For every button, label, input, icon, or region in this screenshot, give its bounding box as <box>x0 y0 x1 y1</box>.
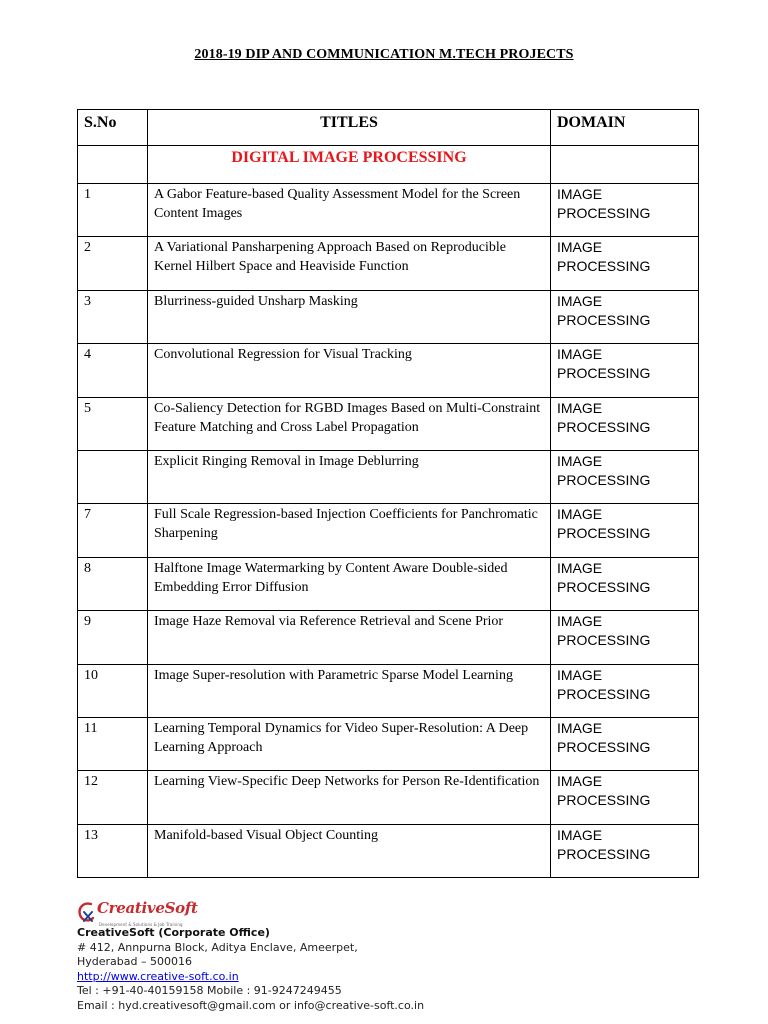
table-row <box>78 344 699 397</box>
section-sno-cell <box>78 146 148 184</box>
office-name: CreativeSoft (Corporate Office) <box>77 926 270 939</box>
section-title: DIGITAL IMAGE PROCESSING <box>148 146 551 184</box>
domain-cell: IMAGE PROCESSING <box>551 557 699 610</box>
domain-cell: IMAGE PROCESSING <box>551 397 699 450</box>
table-header-row <box>78 110 699 146</box>
domain-cell: IMAGE PROCESSING <box>551 664 699 717</box>
domain-cell: IMAGE PROCESSING <box>551 344 699 397</box>
logo-mark-icon <box>77 900 97 924</box>
domain-cell: IMAGE PROCESSING <box>551 184 699 237</box>
table-row <box>78 397 699 450</box>
domain-cell: IMAGE PROCESSING <box>551 771 699 824</box>
title-cell: Co-Saliency Detection for RGBD Images Based on Multi-Constraint Feature Matching and Cross Label Propagation <box>148 397 551 450</box>
domain-cell: IMAGE PROCESSING <box>551 824 699 877</box>
title-cell: Explicit Ringing Removal in Image Deblurring <box>148 450 551 503</box>
sno-cell: 13 <box>78 824 148 877</box>
address-line-1: # 412, Annpurna Block, Aditya Enclave, Ameerpet, <box>77 940 358 954</box>
section-domain-cell <box>551 146 699 184</box>
table-row <box>78 611 699 664</box>
domain-cell: IMAGE PROCESSING <box>551 504 699 557</box>
title-cell: Image Haze Removal via Reference Retrieval and Scene Prior <box>148 611 551 664</box>
logo-tagline: Development & Solutions & Job Training <box>99 922 183 927</box>
table-row <box>78 504 699 557</box>
table-row <box>78 290 699 343</box>
sno-cell: 3 <box>78 290 148 343</box>
title-cell: A Gabor Feature-based Quality Assessment Model for the Screen Content Images <box>148 184 551 237</box>
section-row <box>78 146 699 184</box>
title-cell: Learning Temporal Dynamics for Video Super-Resolution: A Deep Learning Approach <box>148 717 551 770</box>
domain-cell: IMAGE PROCESSING <box>551 611 699 664</box>
table-row <box>78 824 699 877</box>
title-cell: Manifold-based Visual Object Counting <box>148 824 551 877</box>
footer <box>77 898 424 1014</box>
sno-cell: 8 <box>78 557 148 610</box>
header-sno: S.No <box>78 110 148 146</box>
sno-cell <box>78 450 148 503</box>
phone-line: Tel : +91-40-40159158 Mobile : 91-9247249455 <box>77 984 342 998</box>
title-cell: Convolutional Regression for Visual Tracking <box>148 344 551 397</box>
domain-cell: IMAGE PROCESSING <box>551 237 699 290</box>
sno-cell: 5 <box>78 397 148 450</box>
sno-cell: 9 <box>78 611 148 664</box>
table-row <box>78 450 699 503</box>
domain-cell: IMAGE PROCESSING <box>551 717 699 770</box>
sno-cell: 11 <box>78 717 148 770</box>
table-row <box>78 557 699 610</box>
company-logo <box>77 898 424 926</box>
domain-cell: IMAGE PROCESSING <box>551 450 699 503</box>
logo-text: CreativeSoft <box>97 899 198 917</box>
table-row <box>78 664 699 717</box>
address-line-2: Hyderabad – 500016 <box>77 955 192 969</box>
title-cell: Learning View-Specific Deep Networks for Person Re-Identification <box>148 771 551 824</box>
domain-cell: IMAGE PROCESSING <box>551 290 699 343</box>
website-link[interactable]: http://www.creative-soft.co.in <box>77 969 239 983</box>
title-cell: Full Scale Regression-based Injection Coefficients for Panchromatic Sharpening <box>148 504 551 557</box>
table-row <box>78 237 699 290</box>
header-domain: DOMAIN <box>551 110 699 146</box>
title-cell: A Variational Pansharpening Approach Based on Reproducible Kernel Hilbert Space and Heaviside Function <box>148 237 551 290</box>
sno-cell: 12 <box>78 771 148 824</box>
title-cell: Halftone Image Watermarking by Content Aware Double-sided Embedding Error Diffusion <box>148 557 551 610</box>
title-cell: Blurriness-guided Unsharp Masking <box>148 290 551 343</box>
table-row <box>78 771 699 824</box>
email-line: Email : hyd.creativesoft@gmail.com or info@creative-soft.co.in <box>77 998 425 1012</box>
page-heading: 2018-19 DIP AND COMMUNICATION M.TECH PROJECTS <box>194 47 574 62</box>
sno-cell: 10 <box>78 664 148 717</box>
sno-cell: 1 <box>78 184 148 237</box>
title-cell: Image Super-resolution with Parametric Sparse Model Learning <box>148 664 551 717</box>
sno-cell: 2 <box>78 237 148 290</box>
sno-cell: 7 <box>78 504 148 557</box>
table-row <box>78 717 699 770</box>
table-row <box>78 184 699 237</box>
sno-cell: 4 <box>78 344 148 397</box>
header-titles: TITLES <box>148 110 551 146</box>
projects-table <box>77 109 699 878</box>
